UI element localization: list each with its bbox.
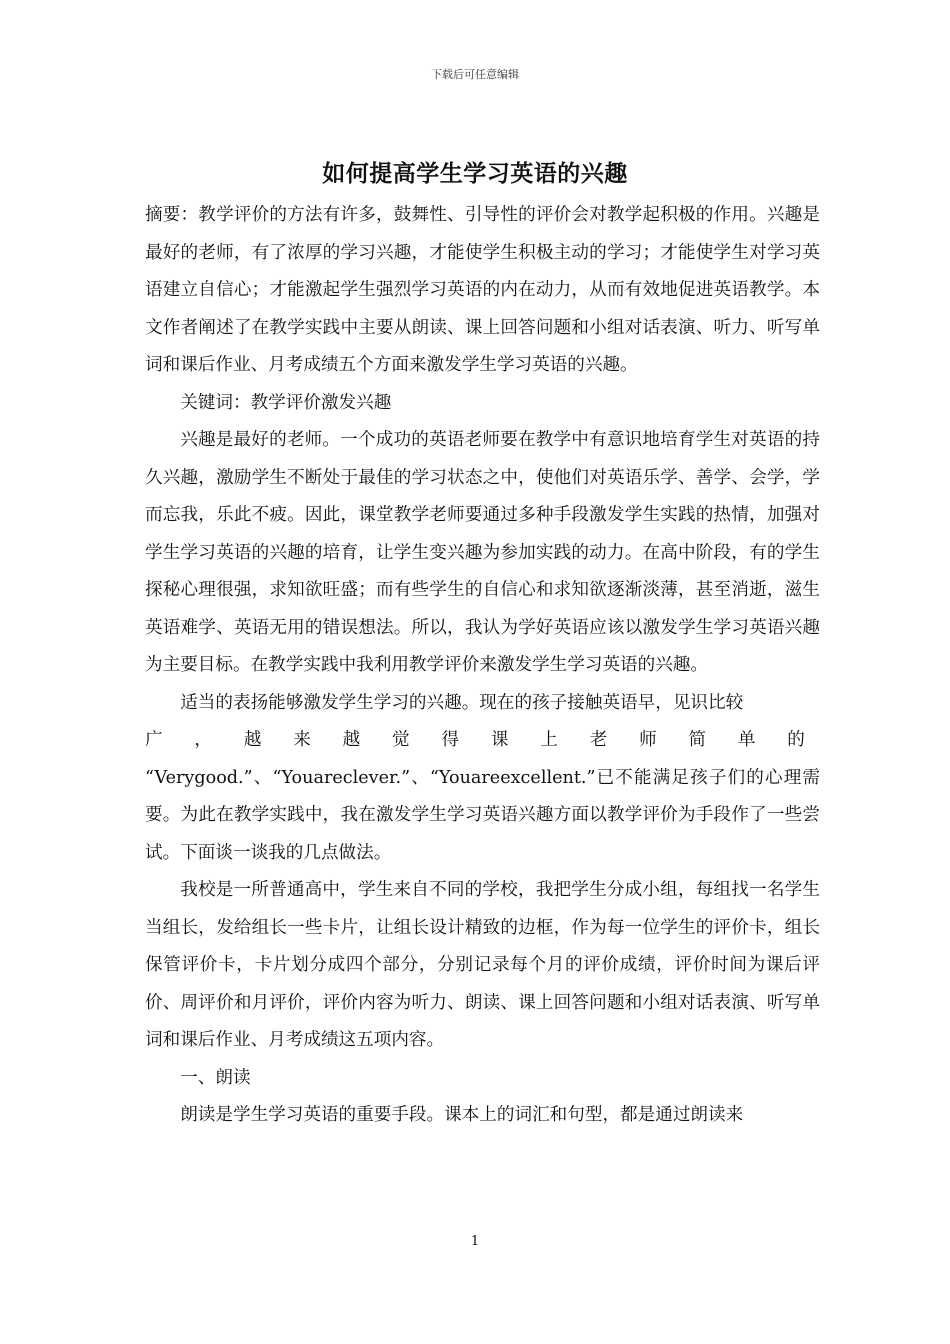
paragraph-3: 我校是一所普通高中，学生来自不同的学校，我把学生分成小组，每组找一名学生当组长，发给组长一些卡片，让组长设计精致的边框，作为每一位学生的评价卡，组长保管评价卡，卡片划分成四个部分，分别记录每个月的评价成绩，评价时间为课后评价、周评价和月评价，评价内容为听力、朗读、课上回答问题和小组对话表演、听写单词和课后作业、月考成绩这五项内容。 (145, 880, 820, 1050)
justified-char: 课 (490, 730, 509, 750)
justified-char: 单 (737, 730, 756, 750)
justified-char: 来 (293, 730, 311, 750)
document-body (145, 197, 820, 1135)
page-header: 下载后可任意编辑 (431, 68, 519, 81)
justified-char: 上 (540, 730, 558, 750)
paragraph-2-justified-line (145, 722, 805, 760)
page-number: 1 (470, 1234, 480, 1249)
abstract-paragraph: 摘要：教学评价的方法有许多，鼓舞性、引导性的评价会对教学起积极的作用。兴趣是最好的老师，有了浓厚的学习兴趣，才能使学生积极主动的学习；才能使学生对学习英语建立自信心；才能激起学生强烈学习英语的内在动力，从而有效地促进英语教学。本文作者阐述了在教学实践中主要从朗读、课上回答问题和小组对话表演、听力、听写单词和课后作业、月考成绩五个方面来激发学生学习英语的兴趣。 (145, 205, 820, 375)
justified-char: 越 (342, 730, 361, 750)
justified-char: ， (194, 730, 213, 750)
justified-char: 老 (589, 730, 608, 750)
justified-char: 师 (639, 730, 657, 750)
justified-char: 的 (787, 730, 805, 750)
justified-char: 越 (243, 730, 262, 750)
justified-char: 简 (688, 730, 707, 750)
paragraph-2-rest: “Verygood.”、“Youareclever.”、“Youareexcellent.”已不能满足孩子们的心理需要。为此在教学实践中，我在激发学生学习英语兴趣方面以教学评价为手段作了一些尝试。下面谈一谈我的几点做法。 (145, 767, 820, 863)
paragraph-2-line-1: 适当的表扬能够激发学生学习的兴趣。现在的孩子接触英语早，见识比较 (180, 692, 744, 713)
paragraph-4: 朗读是学生学习英语的重要手段。课本上的词汇和句型，都是通过朗读来 (180, 1105, 744, 1125)
document-title: 如何提高学生学习英语的兴趣 (322, 161, 628, 187)
justified-char: 觉 (392, 730, 410, 750)
justified-char: 得 (441, 730, 460, 750)
paragraph-1: 兴趣是最好的老师。一个成功的英语老师要在教学中有意识地培育学生对英语的持久兴趣，激励学生不断处于最佳的学习状态之中，使他们对英语乐学、善学、会学，学而忘我，乐此不疲。因此，课堂教学老师要通过多种手段激发学生实践的热情，加强对学生学习英语的兴趣的培育，让学生变兴趣为参加实践的动力。在高中阶段，有的学生探秘心理很强，求知欲旺盛；而有些学生的自信心和求知欲逐渐淡薄，甚至消逝，滋生英语难学、英语无用的错误想法。所以，我认为学好英语应该以激发学生学习英语兴趣为主要目标。在教学实践中我利用教学评价来激发学生学习英语的兴趣。 (145, 430, 820, 675)
justified-char: 广 (145, 730, 163, 750)
keywords-line: 关键词：教学评价激发兴趣 (180, 392, 392, 413)
section-heading-reading: 一、朗读 (180, 1067, 251, 1088)
